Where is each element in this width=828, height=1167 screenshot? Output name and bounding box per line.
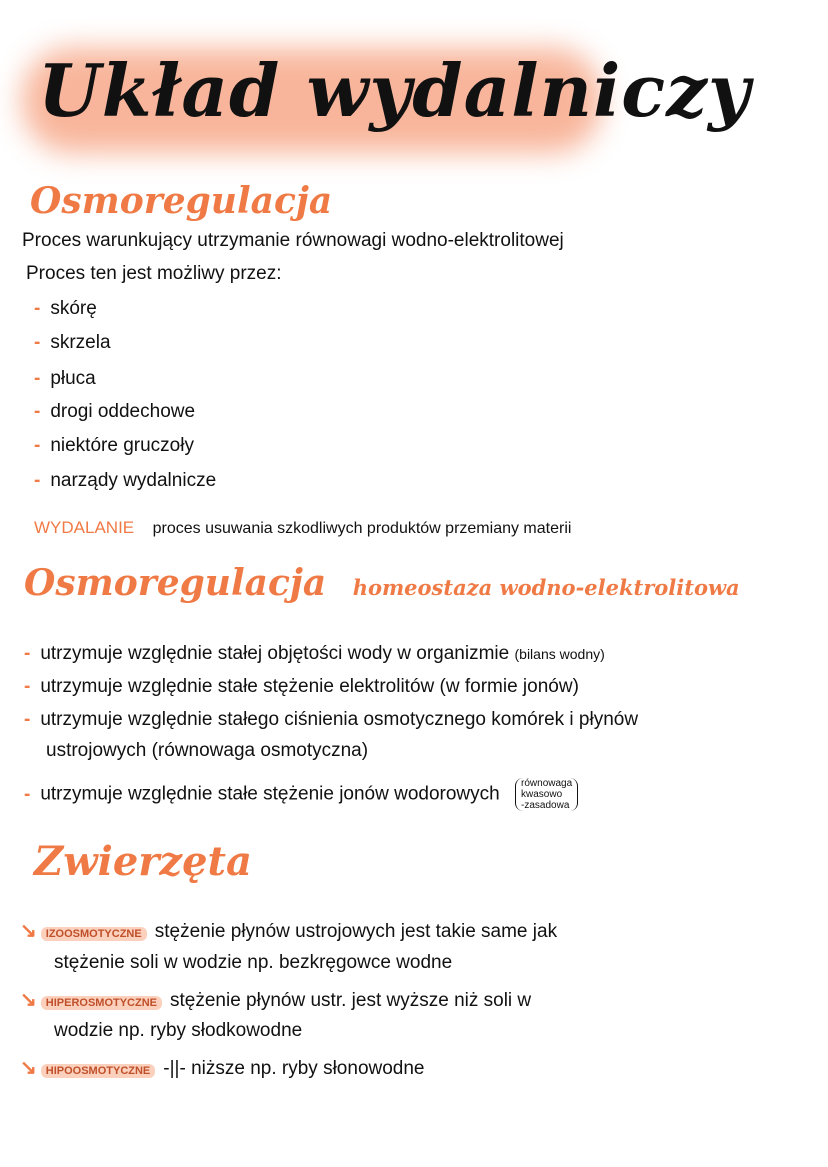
- bullet-dash: -: [24, 643, 31, 664]
- bullet-dash: -: [24, 676, 31, 697]
- wydalanie-text: proces usuwania szkodliwych produktów przemiany materii: [152, 520, 572, 537]
- item-text: stężenie płynów ustrojowych jest takie same jak: [154, 921, 558, 942]
- bullet-dash: -: [24, 783, 31, 805]
- intro-text: Proces ten jest możliwy przez:: [26, 263, 282, 284]
- item-text: utrzymuje względnie stałego ciśnienia osmotycznego komórek i płynów: [40, 709, 639, 730]
- item-note: [515, 778, 578, 811]
- list-item: [20, 987, 531, 1012]
- bullet-dash: -: [34, 470, 41, 491]
- item-text: skórę: [50, 298, 97, 319]
- bullet-dash: -: [34, 401, 41, 422]
- term-badge: HIPEROSMOTYCZNE: [41, 996, 162, 1010]
- arrow-icon: ↘: [20, 1057, 37, 1079]
- item-text: narządy wydalnicze: [50, 470, 217, 491]
- bullet-dash: -: [34, 332, 41, 353]
- term-badge: IZOOSMOTYCZNE: [41, 927, 147, 941]
- list-item: [24, 778, 578, 811]
- item-text: utrzymuje względnie stałej objętości wody w organizmie: [40, 643, 510, 664]
- wydalanie-definition: [34, 518, 571, 538]
- bullet-dash: -: [24, 709, 31, 730]
- item-text: -||- niższe np. ryby słonowodne: [163, 1058, 425, 1079]
- item-text: utrzymuje względnie stałe stężenie jonów wodorowych: [40, 783, 500, 805]
- page-title: Układ wydalniczy: [38, 48, 751, 133]
- list-item: [20, 1055, 425, 1080]
- definition-text: Proces warunkujący utrzymanie równowagi wodno-elektrolitowej: [22, 230, 564, 251]
- list-item: [34, 470, 216, 492]
- section2-heading-row: [24, 562, 740, 604]
- list-item: [34, 298, 97, 320]
- note-line: równowaga: [521, 778, 573, 789]
- section-heading-osmoregulacja-2: Osmoregulacja: [24, 562, 327, 604]
- section-heading-zwierzeta: Zwierzęta: [34, 838, 252, 885]
- item-note: (bilans wodny): [514, 646, 605, 662]
- list-item: [34, 435, 194, 457]
- item-text: utrzymuje względnie stałe stężenie elektrolitów: [40, 676, 435, 697]
- wydalanie-term: WYDALANIE: [34, 518, 135, 537]
- item-text: płuca: [50, 368, 96, 389]
- arrow-icon: ↘: [20, 920, 37, 942]
- bullet-dash: -: [34, 368, 41, 389]
- section-heading-osmoregulacja: Osmoregulacja: [30, 180, 333, 222]
- item-text: skrzela: [50, 332, 111, 353]
- list-item: [20, 918, 557, 943]
- bullet-dash: -: [34, 298, 41, 319]
- list-item: [34, 401, 195, 423]
- list-item: [24, 676, 579, 698]
- section-subheading: homeostaza wodno-elektrolitowa: [352, 575, 740, 600]
- list-item: [34, 368, 96, 390]
- list-item: [24, 643, 605, 665]
- arrow-icon: ↘: [20, 989, 37, 1011]
- item-continuation: wodzie np. ryby słodkowodne: [54, 1020, 303, 1041]
- item-continuation: ustrojowych (równowaga osmotyczna): [46, 740, 369, 761]
- item-text: niektóre gruczoły: [50, 435, 194, 456]
- item-text: stężenie płynów ustr. jest wyższe niż soli w: [170, 990, 532, 1011]
- note-line: -zasadowa: [521, 800, 570, 811]
- list-item: [34, 332, 111, 354]
- item-note: (w formie jonów): [439, 676, 579, 697]
- item-continuation: stężenie soli w wodzie np. bezkręgowce wodne: [54, 952, 453, 973]
- item-text: drogi oddechowe: [50, 401, 196, 422]
- bullet-dash: -: [34, 435, 41, 456]
- term-badge: HIPOOSMOTYCZNE: [41, 1064, 156, 1078]
- note-line: kwasowo: [521, 789, 563, 800]
- list-item: [24, 709, 638, 731]
